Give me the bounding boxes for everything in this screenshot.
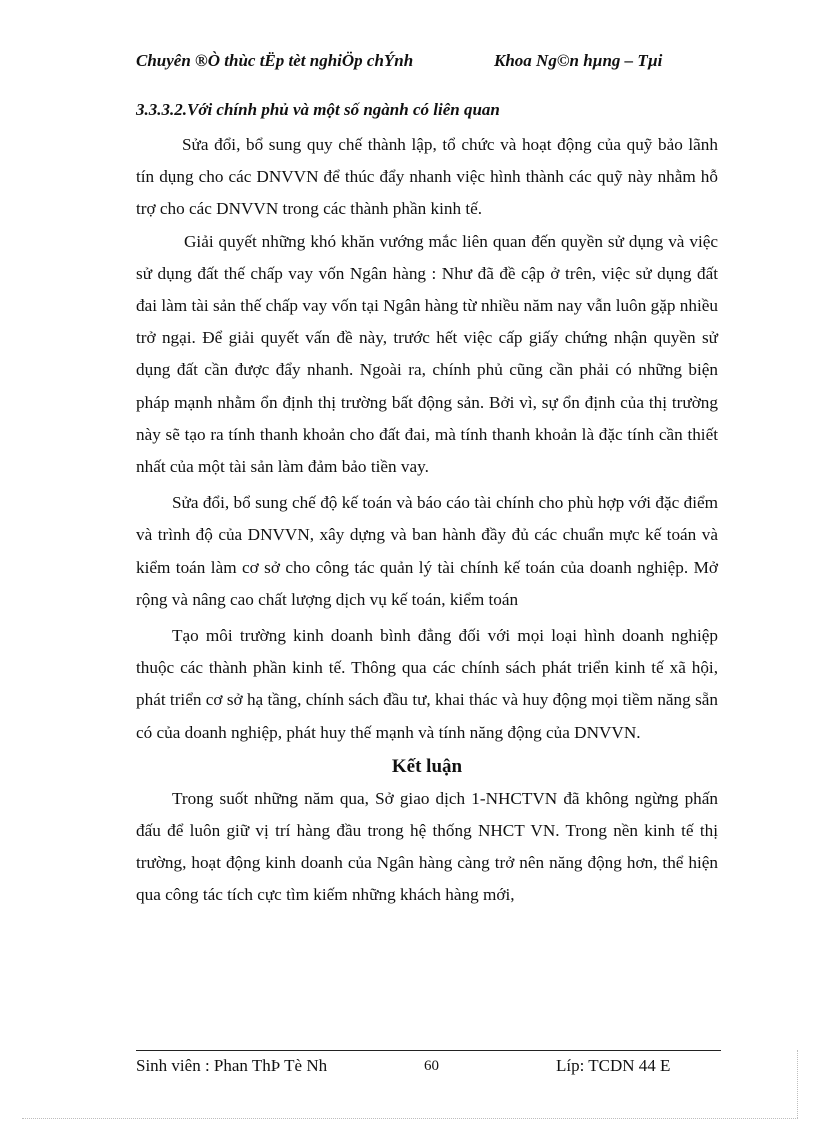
paragraph: Sửa đổi, bổ sung quy chế thành lập, tổ chức và hoạt động của quỹ bảo lãnh tín dụng cho các DNVVN để thúc đẩy nhanh việc hình thành các quỹ này nhằm hỗ trợ cho các DNVVN trong các thành phần kinh tế. xyxy=(136,135,718,219)
paragraph: Sửa đổi, bổ sung chế độ kế toán và báo cáo tài chính cho phù hợp với đặc điểm và trình độ của DNVVN, xây dựng và ban hành đầy đủ các chuẩn mực kế toán và kiểm toán làm cơ sở cho công tác quản lý tài chính kế toán của doanh nghiệp. Mở rộng và nâng cao chất lượng dịch vụ kế toán, kiểm toán xyxy=(136,493,718,609)
footer-divider xyxy=(136,1050,721,1051)
page-border-right xyxy=(797,1050,798,1118)
footer-student-name: Sinh viên : Phan ThÞ Tè Nh xyxy=(136,1056,328,1075)
paragraph: Tạo môi trường kinh doanh bình đẳng đối với mọi loại hình doanh nghiệp thuộc các thành phần kinh tế. Thông qua các chính sách phát triển kinh tế xã hội, phát triển cơ sở hạ tầng, chính sách đầu tư, khai thác và huy động mọi tiềm năng sẵn có của doanh nghiệp, phát huy thế mạnh và tính năng động của DNVVN. xyxy=(136,626,718,742)
header-right: Khoa Ng©n hµng – Tµi xyxy=(494,51,663,70)
header-left: Chuyên ®Ò thùc tËp tèt nghiÖp chÝnh xyxy=(136,51,414,70)
section-heading: 3.3.3.2.Với chính phủ và một số ngành có liên quan xyxy=(136,100,500,119)
paragraph: Trong suốt những năm qua, Sở giao dịch 1-NHCTVN đã không ngừng phấn đấu để luôn giữ vị trí hàng đầu trong hệ thống NHCT VN. Trong nền kinh tế thị trường, hoạt động kinh doanh của Ngân hàng càng trở nên năng động hơn, thể hiện qua công tác tích cực tìm kiếm những khách hàng mới, xyxy=(136,788,718,905)
conclusion-heading: Kết luận xyxy=(391,755,463,777)
footer-class: Líp: TCDN 44 E xyxy=(556,1056,671,1075)
page-border-bottom xyxy=(22,1118,798,1119)
page-number: 60 xyxy=(424,1058,439,1074)
paragraph: Giải quyết những khó khăn vướng mắc liên quan đến quyền sử dụng và việc sử dụng đất thế chấp vay vốn Ngân hàng : Như đã đề cập ở trên, việc sử dụng đất đai làm tài sản thế chấp vay vốn tại Ngân hàng từ nhiều năm nay vẫn luôn gặp nhiều trở ngại. Để giải quyết vấn đề này, trước hết việc cấp giấy chứng nhận quyền sử dụng đất cần được đẩy nhanh. Ngoài ra, chính phủ cũng cần phải có những biện pháp mạnh nhằm ổn định thị trường bất động sản. Bởi vì, sự ổn định của thị trường này sẽ tạo ra tính thanh khoản cho đất đai, mà tính thanh khoản là đặc tính cần thiết nhất của một tài sản làm đảm bảo tiền vay. xyxy=(136,231,718,477)
document-body xyxy=(136,129,718,912)
